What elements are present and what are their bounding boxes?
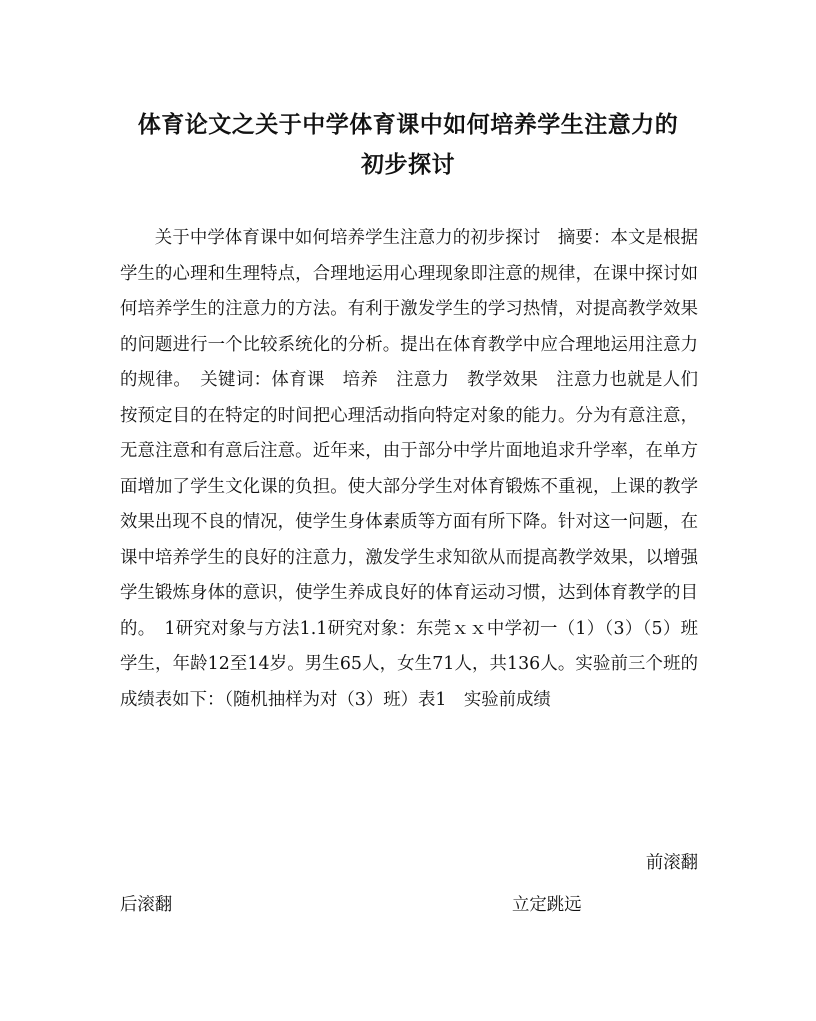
document-title-line-2: 初步探讨 — [361, 151, 455, 178]
document-title-line-1: 体育论文之关于中学体育课中如何培养学生注意力的 — [137, 111, 679, 138]
table-header-standing-long-jump: 立定跳远 — [512, 895, 582, 915]
table-header-backward-roll: 后滚翻 — [120, 895, 173, 915]
table-header-forward-roll: 前滚翻 — [645, 853, 698, 873]
body-paragraph: 关于中学体育课中如何培养学生注意力的初步探讨 摘要：本文是根据学生的心理和生理特点，合理地运用心理现象即注意的规律，在课中探讨如何培养学生的注意力的方法。有利于激发学生的学习热情，对提高教学效果的问题进行一个比较系统化的分析。提出在体育教学中应合理地运用注意力的规律。 关键词：体育课 培养 注意力 教学效果 注意力也就是人们按预定目的在特定的时间把心理活动指向特定对象的能力。分为有意注意，无意注意和有意后注意。近年来，由于部分中学片面地追求升学率，在单方面增加了学生文化课的负担。使大部分学生对体育锻炼不重视，上课的教学效果出现不良的情况，使学生身体素质等方面有所下降。针对这一问题，在课中培养学生的良好的注意力，激发学生求知欲从而提高教学效果，以增强学生锻炼身体的意识，使学生养成良好的体育运动习惯，达到体育教学的目的。 1研究对象与方法1.1研究对象：东莞ｘｘ中学初一（1）（3）（5）班学生，年龄12至14岁。男生65人，女生71人，共136人。实验前三个班的成绩表如下：（随机抽样为对（3）班）表1 实验前成绩 — [120, 228, 698, 710]
